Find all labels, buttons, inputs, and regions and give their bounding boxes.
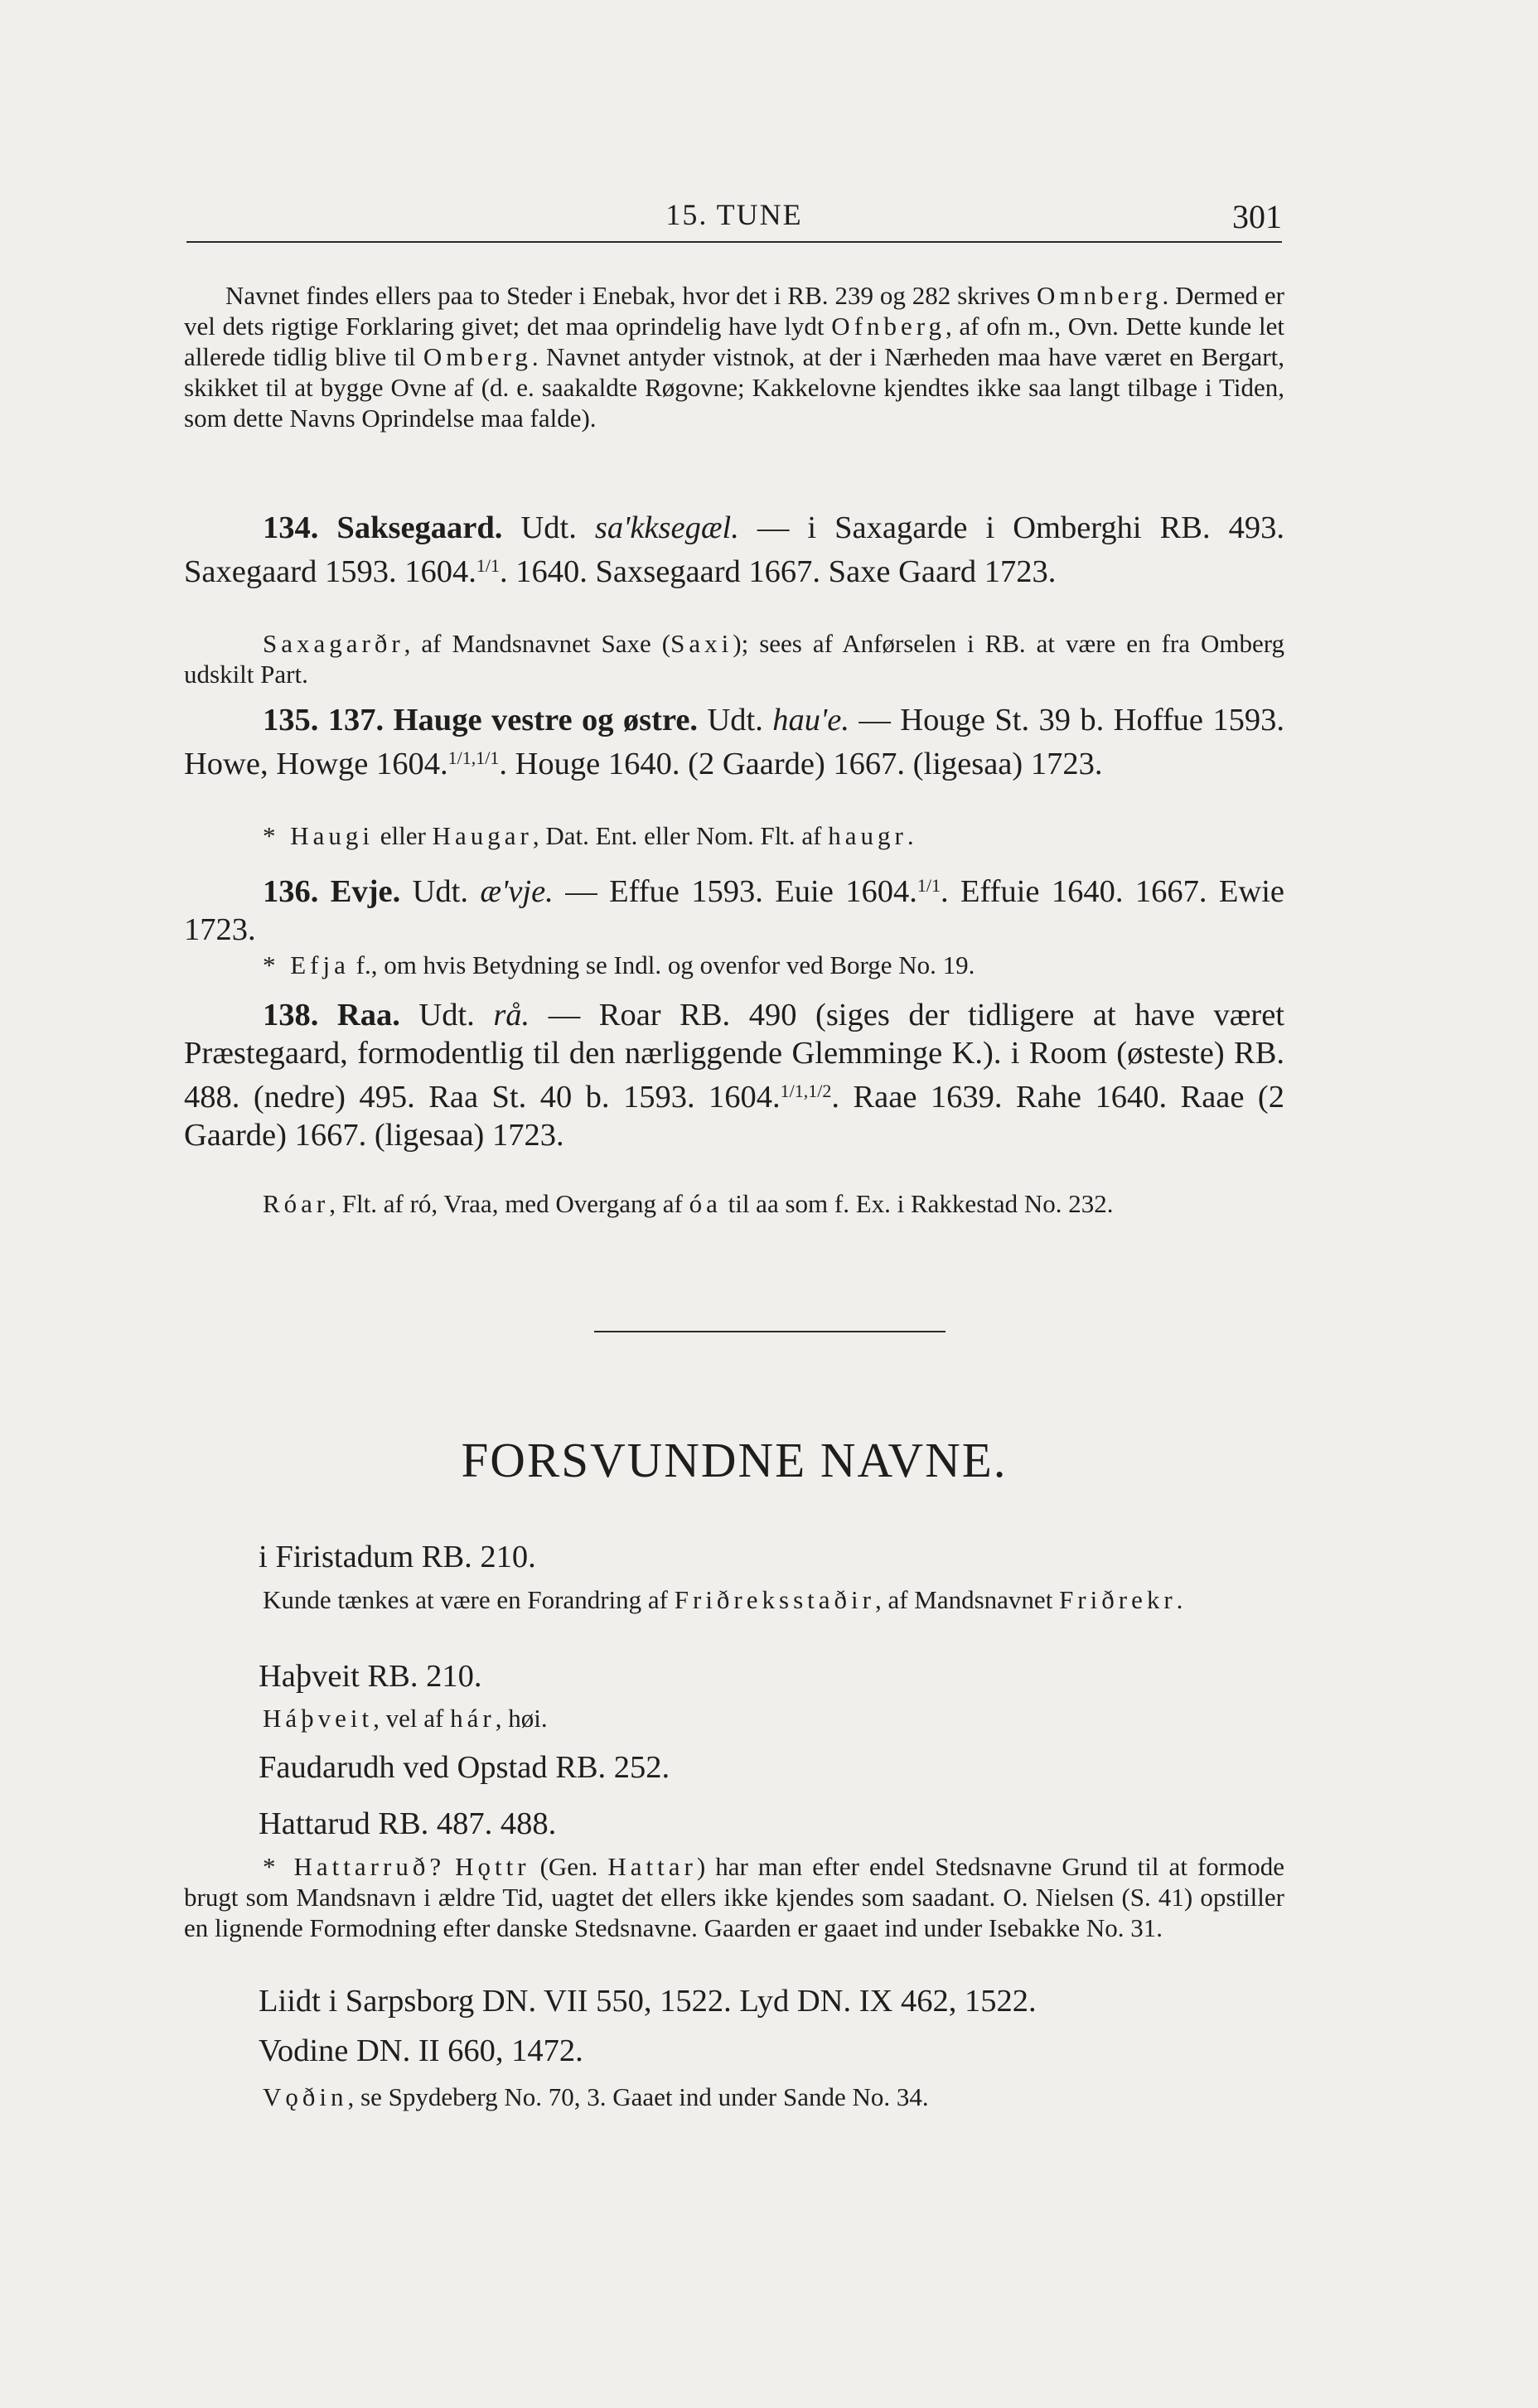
intro-text: , af ofn m., Ovn. Dette kunde let allerede tidlig blive til: [184, 312, 1285, 371]
fraction: 1/1: [917, 875, 941, 896]
spaced-name: Omberg: [423, 342, 532, 371]
lost-name-title: [184, 2032, 1284, 2070]
entry-name: Hauge vestre og østre.: [393, 703, 699, 737]
spaced-name: Haugar: [432, 821, 533, 850]
entry-text: — Roar RB. 490 (siges der tidligere at have været Præstegaard, formodentlig til den nærliggende Glemminge K.). i Room (østeste) RB. 488. (nedre) 495. Raa St. 40 b. 1593. 1604.: [184, 998, 1284, 1115]
lost-name-title: [184, 1748, 1284, 1787]
udt-label: Udt.: [418, 998, 475, 1032]
spaced-name: haugr: [828, 821, 907, 850]
note-text: til aa som f. Ex. i Rakkestad No. 232.: [721, 1189, 1114, 1218]
spaced-name: Háþveit: [263, 1704, 374, 1733]
entry-number: 136.: [263, 874, 319, 909]
intro-text: . Navnet antyder vistnok, at der i Nærheden maa have været en Bergart, skikket til at bygge Ovne af (d. e. saakaldte Røgovne; Kakkelovne kjendtes ikke saa langt tilbage i Tiden, som dette Navns Oprindelse maa falde).: [184, 342, 1284, 433]
lost-name-note: [184, 1584, 1284, 1615]
chapter-heading: 15. TUNE: [665, 198, 803, 231]
entry-text: — Houge St. 39 b. Hoffue 1593. Howe, Howge 1604.: [184, 703, 1285, 781]
lost-name-title: [184, 1982, 1284, 2020]
entry-text: . Effuie 1640. 1667. Ewie 1723.: [184, 874, 1285, 947]
entry-text: — i Saxagarde i Omberghi RB. 493. Saxegaard 1593. 1604.: [184, 510, 1285, 589]
lost-name-text: Vodine DN. II 660, 1472.: [259, 2033, 583, 2068]
spaced-name: óa: [689, 1189, 722, 1218]
entry-134-note: [184, 628, 1284, 689]
intro-text: Navnet findes ellers paa to Steder i Enebak, hvor det i RB. 239 og 282 skrives: [225, 281, 1037, 310]
lost-name-text: Haþveit RB. 210.: [259, 1659, 482, 1694]
udt-label: Udt.: [412, 874, 468, 909]
lost-name-text: Hattarud RB. 487. 488.: [259, 1806, 557, 1841]
spaced-name: Hǫttr: [455, 1852, 530, 1881]
spaced-name: Vǫðin: [263, 2082, 348, 2111]
spaced-name: hár: [450, 1704, 496, 1733]
section-title: FORSVUNDNE NAVNE.: [461, 1433, 1008, 1487]
intro-paragraph: [184, 280, 1284, 433]
spaced-name: Ofnberg: [831, 312, 946, 341]
note-text: .: [1176, 1585, 1183, 1614]
entry-name: Saksegaard.: [336, 510, 503, 545]
lost-name-note: [184, 2082, 1284, 2112]
udt-label: Udt.: [520, 510, 577, 545]
spaced-name: Omnberg: [1036, 281, 1163, 310]
pronunciation: sa'kksegæl.: [594, 510, 739, 545]
spaced-name: * Hattarruð?: [263, 1852, 446, 1881]
note-text: , Dat. Ent. eller Nom. Flt. af: [532, 821, 829, 850]
fraction: 1/1,1/2: [780, 1081, 832, 1101]
udt-label: Udt.: [707, 703, 763, 737]
page-number: 301: [1232, 198, 1282, 235]
entry-135-137: [184, 701, 1284, 783]
entry-136: [184, 867, 1284, 949]
entry-number: 135. 137.: [263, 703, 384, 737]
spaced-name: Saxi: [670, 629, 733, 658]
entry-135-137-note: [184, 820, 1284, 851]
entry-134: [184, 509, 1284, 591]
lost-name-title: [184, 1657, 1284, 1695]
entry-name: Evje.: [330, 874, 401, 909]
lost-name-title: [184, 1538, 1284, 1576]
spaced-name: Hattar: [607, 1852, 697, 1881]
entry-138-note: [184, 1188, 1284, 1219]
spaced-name: Saxagarðr: [263, 629, 404, 658]
pronunciation: rå.: [493, 998, 530, 1032]
entry-number: 134.: [263, 510, 319, 545]
entry-number: 138.: [263, 998, 319, 1032]
note-text: f., om hvis Betydning se Indl. og ovenfor ved Borge No. 19.: [349, 950, 975, 979]
spaced-name: * Haugi: [263, 821, 375, 850]
lost-name-text: Faudarudh ved Opstad RB. 252.: [259, 1750, 670, 1785]
pronunciation: hau'e.: [772, 703, 849, 737]
running-head: [186, 197, 1282, 239]
spaced-name: Friðreksstaðir: [674, 1585, 875, 1614]
note-text: , høi.: [495, 1704, 548, 1733]
note-text: (Gen.: [530, 1852, 608, 1881]
note-text: , Flt. af ró, Vraa, med Overgang af: [329, 1189, 689, 1218]
entry-138: [184, 996, 1284, 1154]
spaced-name: Róar: [263, 1189, 330, 1218]
note-text: , af Mandsnavnet: [874, 1585, 1060, 1614]
spaced-name: Friðrekr: [1059, 1585, 1177, 1614]
note-text: Kunde tænkes at være en Forandring af: [263, 1585, 675, 1614]
note-text: , vel af: [373, 1704, 451, 1733]
lost-name-note: [184, 1703, 1284, 1733]
note-text: ); sees af Anførselen i RB. at være en fra Omberg udskilt Part.: [184, 629, 1285, 689]
note-text: eller: [374, 821, 433, 850]
lost-name-title: [184, 1805, 1284, 1843]
entry-text: . 1640. Saxsegaard 1667. Saxe Gaard 1723.: [499, 554, 1057, 589]
note-text: ) har man efter endel Stedsnavne Grund til at formode brugt som Mandsnavn i ældre Tid, uagtet det ellers ikke kjendes som saadant. O. Nielsen (S. 41) opstiller en lignende Formodning efter danske Stedsnavne. Gaarden er gaaet ind under Isebakke No. 31.: [184, 1852, 1284, 1942]
entry-136-note: [184, 950, 1284, 980]
fraction: 1/1: [476, 555, 500, 576]
entry-text: — Effue 1593. Euie 1604.: [553, 874, 917, 909]
header-rule: [186, 241, 1282, 243]
note-text: , se Spydeberg No. 70, 3. Gaaet ind under Sande No. 34.: [347, 2082, 929, 2111]
lost-name-text: Liidt i Sarpsborg DN. VII 550, 1522. Lyd DN. IX 462, 1522.: [259, 1984, 1037, 2019]
section-divider: [594, 1331, 946, 1332]
spaced-name: * Efja: [263, 950, 350, 979]
entry-name: Raa.: [336, 998, 400, 1032]
entry-text: . Houge 1640. (2 Gaarde) 1667. (ligesaa) 1723.: [499, 747, 1103, 781]
lost-name-note: [184, 1851, 1284, 1943]
pronunciation: æ'vje.: [480, 874, 554, 909]
lost-name-text: i Firistadum RB. 210.: [259, 1540, 536, 1574]
note-text: .: [907, 821, 914, 850]
fraction: 1/1,1/1: [447, 747, 500, 768]
note-text: [445, 1852, 455, 1881]
intro-text: . Dermed er vel dets rigtige Forklaring givet; det maa oprindelig have lydt: [184, 281, 1284, 341]
entry-text: . Raae 1639. Rahe 1640. Raae (2 Gaarde) 1667. (ligesaa) 1723.: [184, 1080, 1284, 1153]
note-text: , af Mandsnavnet Saxe (: [404, 629, 671, 658]
